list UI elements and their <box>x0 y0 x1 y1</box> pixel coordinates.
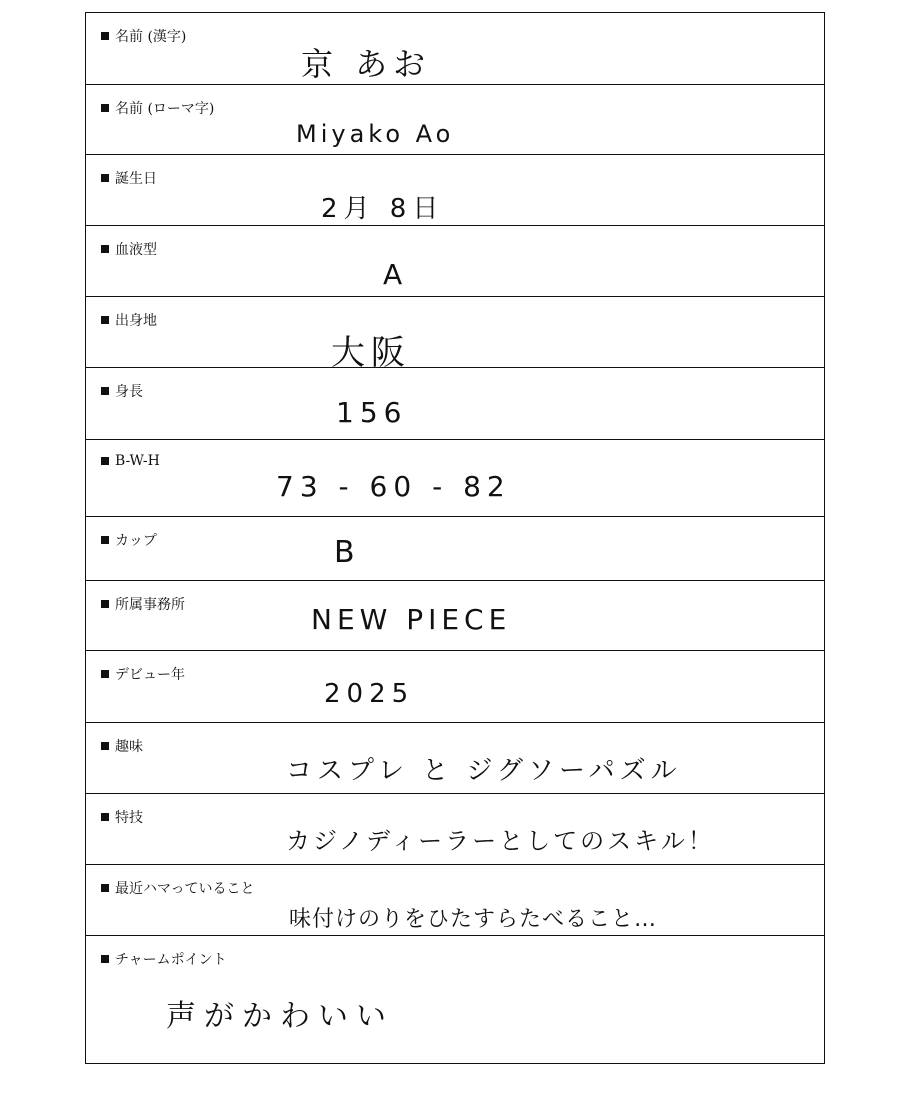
label-text: カップ <box>115 533 157 549</box>
field-label <box>101 736 143 756</box>
field-label <box>101 98 214 118</box>
field-label <box>101 310 157 330</box>
label-text: 特技 <box>115 810 143 826</box>
bullet-icon <box>101 600 109 608</box>
field-row-debut-year <box>86 651 824 723</box>
field-label <box>101 168 157 188</box>
label-text: 誕生日 <box>115 171 157 187</box>
field-label <box>101 239 157 259</box>
field-value: NEW PIECE <box>311 603 512 636</box>
bullet-icon <box>101 670 109 678</box>
field-row-bwh <box>86 440 824 517</box>
field-value: 2025 <box>324 679 415 709</box>
profile-form <box>85 12 825 1064</box>
bullet-icon <box>101 884 109 892</box>
field-row-recent-obsession <box>86 865 824 936</box>
field-row-blood-type <box>86 226 824 297</box>
bullet-icon <box>101 32 109 40</box>
field-row-birthday <box>86 155 824 226</box>
field-value: 156 <box>336 396 408 429</box>
field-row-name-romaji <box>86 85 824 155</box>
field-value: 京 あお <box>301 45 432 83</box>
bullet-icon <box>101 536 109 544</box>
field-value: B <box>334 535 358 570</box>
label-text: B-W-H <box>115 453 160 469</box>
bullet-icon <box>101 387 109 395</box>
bullet-icon <box>101 457 109 465</box>
bullet-icon <box>101 955 109 963</box>
bullet-icon <box>101 316 109 324</box>
field-row-height <box>86 368 824 440</box>
field-label <box>101 664 185 684</box>
field-row-name-kanji <box>86 13 824 85</box>
label-text: 趣味 <box>115 739 143 755</box>
field-row-special-skill <box>86 794 824 865</box>
field-row-hobby <box>86 723 824 794</box>
field-label <box>101 878 254 898</box>
field-value: Miyako Ao <box>296 120 455 148</box>
field-label <box>101 453 160 469</box>
label-text: デビュー年 <box>115 667 185 683</box>
field-value: 2月 8日 <box>321 194 445 224</box>
bullet-icon <box>101 104 109 112</box>
field-value: A <box>383 258 406 291</box>
field-label <box>101 381 143 401</box>
label-text: 血液型 <box>115 242 157 258</box>
bullet-icon <box>101 742 109 750</box>
field-label <box>101 26 186 46</box>
field-label <box>101 807 143 827</box>
field-value: 73 - 60 - 82 <box>276 470 511 503</box>
field-value: コスプレ と ジグソーパズル <box>286 756 682 786</box>
label-text: チャームポイント <box>115 952 227 968</box>
label-text: 名前 (漢字) <box>115 29 187 45</box>
field-row-cup <box>86 517 824 581</box>
label-text: 身長 <box>115 384 143 400</box>
field-label <box>101 594 185 614</box>
field-row-birthplace <box>86 297 824 373</box>
bullet-icon <box>101 245 109 253</box>
bullet-icon <box>101 174 109 182</box>
label-text: 最近ハマっていること <box>115 881 255 897</box>
field-label <box>101 530 157 550</box>
field-row-agency <box>86 581 824 651</box>
label-text: 所属事務所 <box>115 597 185 613</box>
label-text: 名前 (ローマ字) <box>115 101 215 117</box>
field-value: 大阪 <box>331 333 411 373</box>
field-value: 声がかわいい <box>166 999 394 1034</box>
field-value: 味付けのりをひたすらたべること… <box>289 907 658 932</box>
field-row-charm-point <box>86 936 824 1063</box>
field-value: カジノディーラーとしてのスキル！ <box>286 827 715 855</box>
label-text: 出身地 <box>115 313 157 329</box>
field-label <box>101 949 227 969</box>
bullet-icon <box>101 813 109 821</box>
